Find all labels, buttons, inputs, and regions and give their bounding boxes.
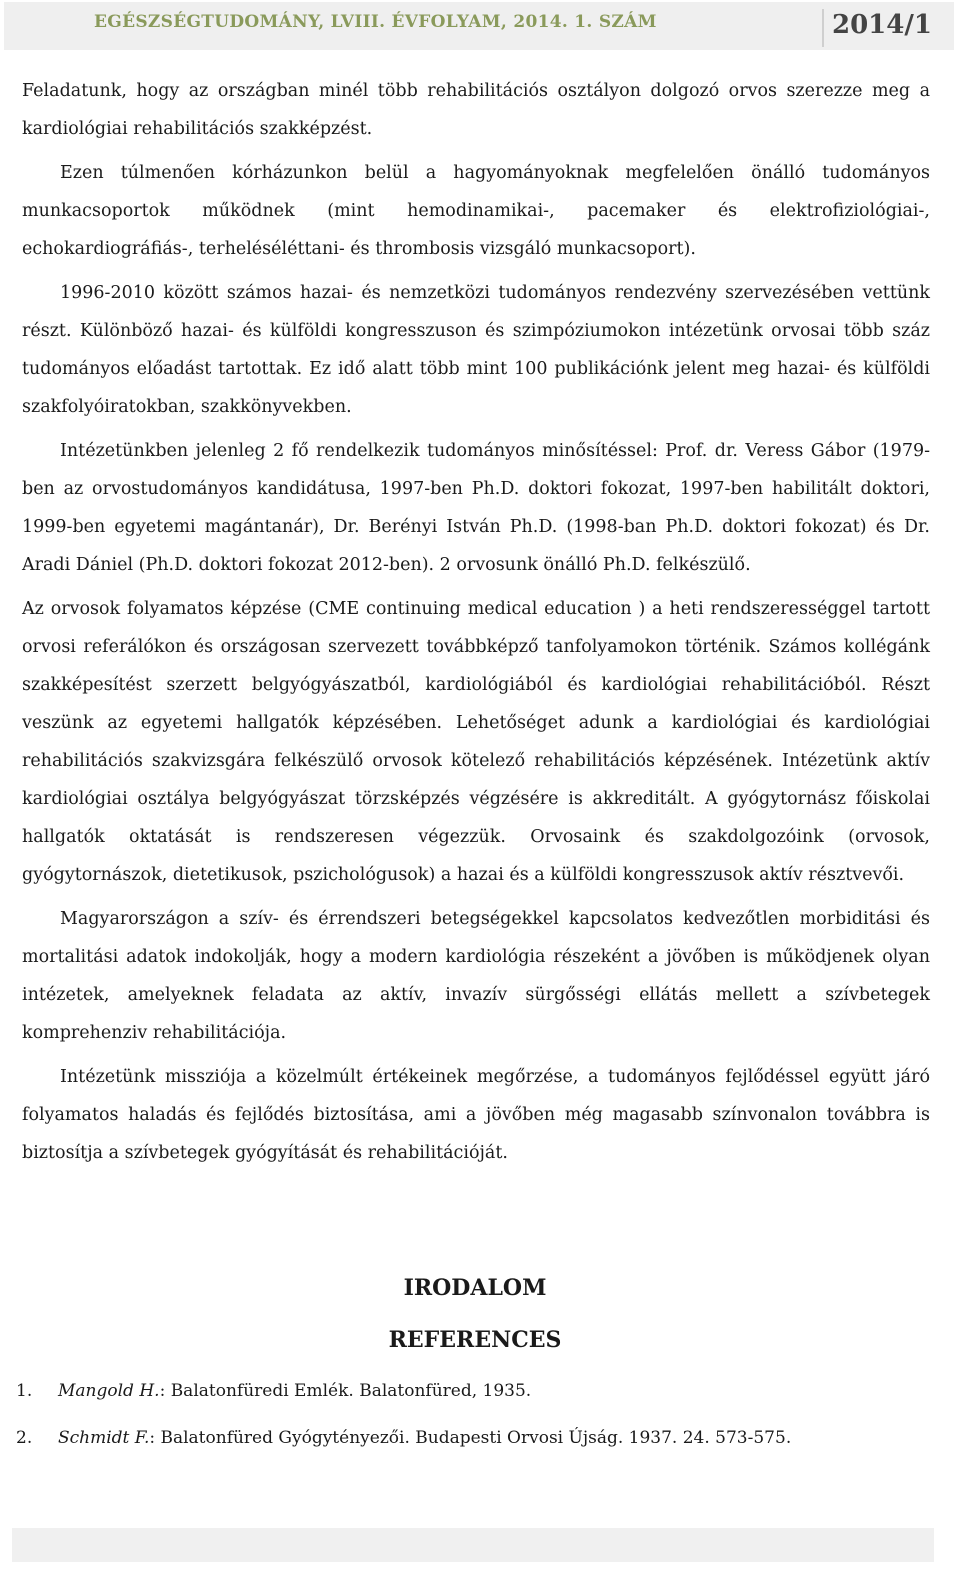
journal-title: EGÉSZSÉGTUDOMÁNY, LVIII. ÉVFOLYAM, 2014. 1. SZÁM	[94, 12, 657, 32]
reference-author: Mangold H.	[58, 1381, 160, 1401]
reference-text: : Balatonfüred Gyógytényezői. Budapesti Orvosi Újság. 1937. 24. 573-575.	[149, 1428, 792, 1448]
paragraph-2: Ezen túlmenően kórházunkon belül a hagyományoknak megfelelően önálló tudományos munkacsoportok működnek (mint hemodinamikai-, pacemaker és elektrofiziológiai-, echokardiográfiás-, terheléséléttani- és thrombosis vizsgáló munkacsoport).	[22, 163, 930, 259]
heading-irodalom: IRODALOM	[403, 1275, 547, 1301]
paragraph-7: Intézetünk missziója a közelmúlt értékeinek megőrzése, a tudományos fejlődéssel együtt járó folyamatos haladás és fejlődés biztosítása, ami a jövőben még magasabb színvonalon továbbra is biztosítja a szívbetegek gyógyítását és rehabilitációját.	[22, 1067, 930, 1163]
header-divider	[822, 9, 824, 47]
heading-references: REFERENCES	[388, 1327, 562, 1353]
paragraph-1: Feladatunk, hogy az országban minél több rehabilitációs osztályon dolgozó orvos szerezze meg a kardiológiai rehabilitációs szakképzést.	[22, 81, 930, 139]
issue-number: 2014/1	[832, 10, 932, 40]
reference-list	[16, 1373, 916, 1467]
reference-item	[16, 1373, 916, 1420]
reference-item	[16, 1420, 916, 1467]
reference-author: Schmidt F.	[58, 1428, 150, 1448]
paragraph-3: 1996-2010 között számos hazai- és nemzetközi tudományos rendezvény szervezésében vettünk részt. Különböző hazai- és külföldi kongresszuson és szimpóziumokon intézetünk orvosai több száz tudományos előadást tartottak. Ez idő alatt több mint 100 publikációnk jelent meg hazai- és külföldi szakfolyóiratokban, szakkönyvekben.	[22, 283, 930, 417]
paragraph-4: Intézetünkben jelenleg 2 fő rendelkezik tudományos minősítéssel: Prof. dr. Veress Gábor (1979-ben az orvostudományos kandidátusa, 1997-ben Ph.D. doktori fokozat, 1997-ben habilitált doktori, 1999-ben egyetemi magántanár), Dr. Berényi István Ph.D. (1998-ban Ph.D. doktori fokozat) és Dr. Aradi Dániel (Ph.D. doktori fokozat 2012-ben). 2 orvosunk önálló Ph.D. felkészülő.	[22, 441, 930, 575]
reference-number: 2.	[16, 1428, 33, 1448]
reference-text: : Balatonfüredi Emlék. Balatonfüred, 1935.	[159, 1381, 532, 1401]
paragraph-6: Magyarországon a szív- és érrendszeri betegségekkel kapcsolatos kedvezőtlen morbiditási és mortalitási adatok indokolják, hogy a modern kardiológia részeként a jövőben is működjenek olyan intézetek, amelyeknek feladata az aktív, invazív sürgősségi ellátás mellett a szívbetegek komprehenziv rehabilitációja.	[22, 909, 930, 1043]
page-footer	[12, 1528, 934, 1562]
article-body	[22, 72, 930, 1178]
reference-number: 1.	[16, 1381, 33, 1401]
paragraph-5: Az orvosok folyamatos képzése (CME continuing medical education ) a heti rendszerességgel tartott orvosi referálókon és országosan szervezett továbbképző tanfolyamokon történik. Számos kollégánk szakképesítést szerzett belgyógyászatból, kardiológiából és kardiológiai rehabilitációból. Részt veszünk az egyetemi hallgatók képzésében. Lehetőséget adunk a kardiológiai és kardiológiai rehabilitációs szakvizsgára felkészülő orvosok kötelező rehabilitációs képzésének. Intézetünk aktív kardiológiai osztálya belgyógyászat törzsképzés végzésére is akkreditált. A gyógytornász főiskolai hallgatók oktatását is rendszeresen végezzük. Orvosaink és szakdolgozóink (orvosok, gyógytornászok, dietetikusok, pszichológusok) a hazai és a külföldi kongresszusok aktív résztvevői.	[22, 599, 930, 885]
page-header	[4, 2, 954, 50]
